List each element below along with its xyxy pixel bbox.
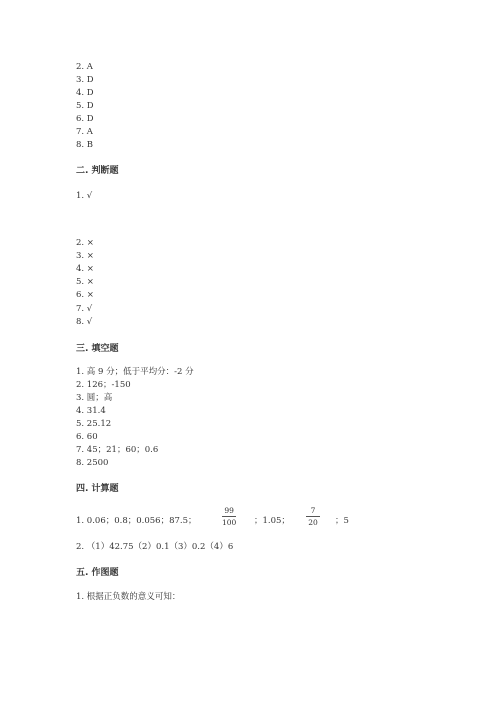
section-title-fill: 三. 填空题 xyxy=(76,344,119,354)
judge-answer-2: 2. × xyxy=(76,238,94,248)
choice-answer-5: 5. D xyxy=(76,101,94,111)
choice-answer-4: 4. D xyxy=(76,88,94,98)
choice-answer-7: 7. A xyxy=(76,127,93,137)
judge-answer-5: 5. × xyxy=(76,277,94,287)
calc-answer-2: 2. （1）42.75（2）0.1（3）0.2（4）6 xyxy=(76,542,234,552)
fill-answer-3: 3. 圆；高 xyxy=(76,393,113,403)
section-title-judge: 二. 判断题 xyxy=(76,166,119,176)
judge-answer-4: 4. × xyxy=(76,264,94,274)
fill-answer-2: 2. 126；-150 xyxy=(76,380,131,390)
fill-answer-4: 4. 31.4 xyxy=(76,406,106,416)
fraction-numerator: 7 xyxy=(310,506,316,515)
choice-answer-3: 3. D xyxy=(76,75,94,85)
judge-answer-1: 1. √ xyxy=(76,191,93,201)
section-title-draw: 五. 作图题 xyxy=(76,568,119,578)
calc-answer-1-part-c: ；5 xyxy=(335,516,349,526)
section-title-calc: 四. 计算题 xyxy=(76,484,119,494)
fraction-denominator: 20 xyxy=(308,518,318,527)
judge-answer-8: 8. √ xyxy=(76,317,93,327)
fraction-7-20 xyxy=(306,506,320,527)
fill-answer-5: 5. 25.12 xyxy=(76,419,112,429)
fraction-denominator: 100 xyxy=(222,518,237,527)
fill-answer-7: 7. 45；21；60；0.6 xyxy=(76,445,159,455)
choice-answer-6: 6. D xyxy=(76,114,94,124)
choice-answer-2: 2. A xyxy=(76,62,93,72)
judge-answer-7: 7. √ xyxy=(76,304,93,314)
draw-answer-1: 1. 根据正负数的意义可知： xyxy=(76,592,181,602)
judge-answer-3: 3. × xyxy=(76,251,94,261)
calc-answer-1-part-a: 1. 0.06；0.8；0.056；87.5； xyxy=(76,516,197,526)
fill-answer-8: 8. 2500 xyxy=(76,458,109,468)
fill-answer-1: 1. 高 9 分；低于平均分：-2 分 xyxy=(76,367,194,377)
fraction-bar xyxy=(222,516,236,517)
fill-answer-6: 6. 60 xyxy=(76,432,98,442)
judge-answer-6: 6. × xyxy=(76,290,94,300)
fraction-99-100 xyxy=(222,506,236,527)
choice-answer-8: 8. B xyxy=(76,140,94,150)
calc-answer-1-part-b: ；1.05； xyxy=(254,516,290,526)
fraction-numerator: 99 xyxy=(224,506,234,515)
fraction-bar xyxy=(306,516,320,517)
